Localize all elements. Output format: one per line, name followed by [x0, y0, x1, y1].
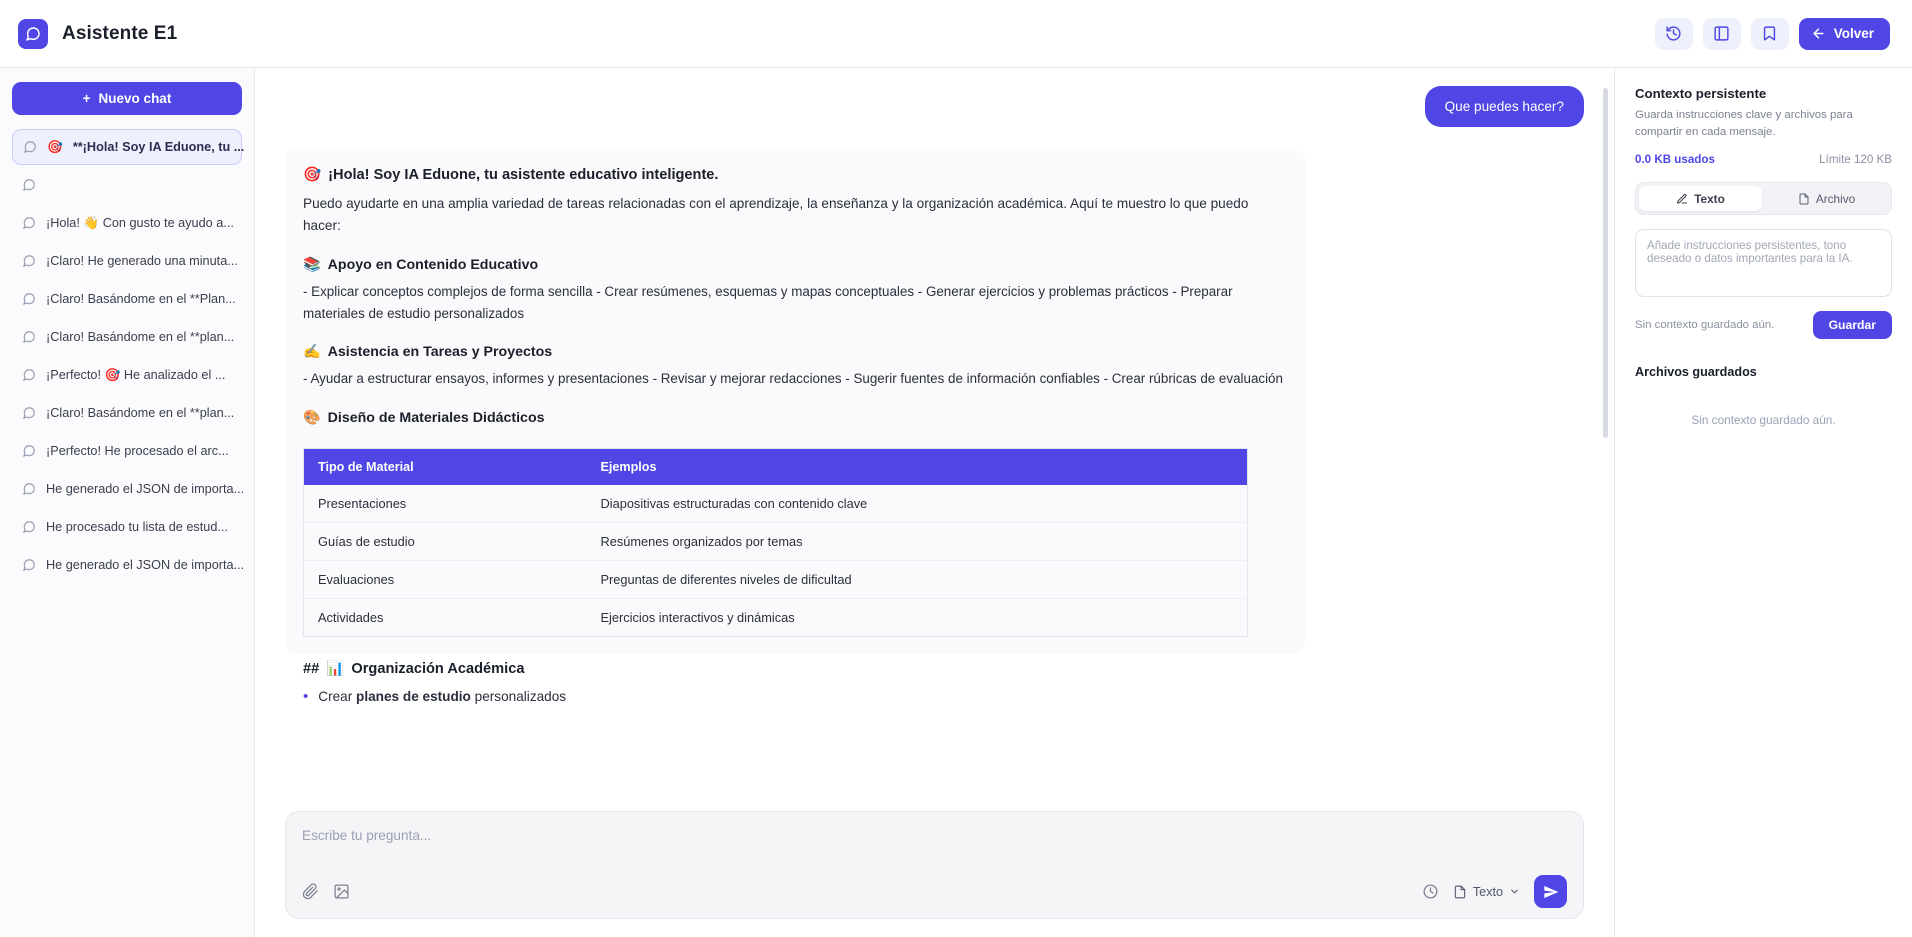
- paperclip-icon[interactable]: [302, 883, 319, 900]
- context-tabs: [1635, 182, 1892, 215]
- sidebar-item-chat-4[interactable]: [12, 281, 242, 317]
- writing-hand-emoji-icon: ✍️: [303, 344, 321, 361]
- tab-archivo-label: Archivo: [1815, 191, 1856, 206]
- table-row: [304, 561, 1248, 599]
- message-list: [255, 68, 1614, 799]
- sidebar-item-emoji: 🎯: [47, 139, 63, 154]
- assistant-intro: Puedo ayudarte en una amplia variedad de tareas relacionadas con el aprendizaje, la enseñanza y la organización académica. Aquí te muestro lo que puedo hacer:: [303, 196, 1249, 234]
- assistant-section-1-title: Apoyo en Contenido Educativo: [327, 257, 539, 274]
- markdown-hash-prefix: ##: [303, 661, 320, 678]
- target-emoji-icon: 🎯: [303, 167, 322, 183]
- save-button[interactable]: Guardar: [1813, 311, 1892, 339]
- format-selector[interactable]: [1453, 885, 1520, 899]
- sidebar-item-label: ¡Perfecto! He procesado el arc...: [46, 444, 229, 458]
- chat-bubble-icon: [22, 178, 36, 192]
- sidebar-item-label: He procesado tu lista de estud...: [46, 520, 228, 534]
- document-icon: [1453, 885, 1467, 899]
- user-message: Que puedes hacer?: [1425, 86, 1584, 127]
- format-selector-label: Texto: [1472, 884, 1503, 899]
- chat-history-list: [12, 129, 245, 583]
- sidebar-item-chat-5[interactable]: [12, 319, 242, 355]
- table-row: [304, 523, 1248, 561]
- panel-layout-icon[interactable]: [1703, 18, 1741, 50]
- context-usage-row: [1635, 153, 1892, 166]
- table-header-cell-ejemplos: Ejemplos: [587, 449, 1248, 486]
- context-panel-description: Guarda instrucciones clave y archivos para compartir en cada mensaje.: [1635, 109, 1853, 139]
- user-message-row: [285, 86, 1584, 127]
- chat-bubble-icon: [22, 292, 36, 306]
- chevron-down-icon: [1509, 886, 1520, 897]
- assistant-section-2-body: - Ayudar a estructurar ensayos, informes y presentaciones - Revisar y mejorar redacciones - Sugerir fuentes de información confiables - Crear rúbricas de evaluación: [303, 371, 1283, 387]
- chat-bubble-icon: [22, 558, 36, 572]
- chat-bubble-icon: [22, 444, 36, 458]
- chat-bubble-icon: [22, 216, 36, 230]
- body: [0, 68, 1912, 937]
- arrow-left-icon: [1811, 26, 1826, 41]
- sidebar-item-label: ¡Perfecto! 🎯 He analizado el ...: [46, 367, 226, 382]
- bar-chart-emoji-icon: 📊: [326, 661, 345, 678]
- table-cell-tipo: Guías de estudio: [304, 523, 587, 561]
- new-chat-button[interactable]: [12, 82, 242, 115]
- chat-bubble-icon: [22, 368, 36, 382]
- table-cell-ejemplo: Resúmenes organizados por temas: [587, 523, 1248, 561]
- materials-table-body: [304, 485, 1248, 637]
- messages-scrollbar[interactable]: [1603, 88, 1608, 438]
- table-row: [304, 485, 1248, 523]
- saved-files-empty-state: Sin contexto guardado aún.: [1691, 413, 1836, 428]
- tab-texto-label: Texto: [1694, 191, 1725, 206]
- message-input[interactable]: [302, 828, 1567, 843]
- assistant-title-text: ¡Hola! Soy IA Eduone, tu asistente educativo inteligente.: [328, 167, 719, 183]
- context-panel-title: Contexto persistente: [1635, 86, 1767, 101]
- tab-archivo[interactable]: [1765, 186, 1888, 211]
- chat-bubble-icon: [18, 19, 48, 49]
- assistant-section-4-heading: [303, 659, 1287, 677]
- bullet-1-bold: planes de estudio: [356, 689, 471, 705]
- new-chat-label: Nuevo chat: [98, 91, 172, 106]
- assistant-section-4-title: Organización Académica: [351, 661, 525, 678]
- sidebar-item-label: ¡Claro! Basándome en el **plan...: [46, 406, 235, 420]
- sidebar-item-label: **¡Hola! Soy IA Eduone, tu ...: [72, 140, 245, 154]
- sidebar-item-chat-2[interactable]: [12, 205, 242, 241]
- composer-left-tools: [302, 883, 350, 900]
- table-cell-ejemplo: Preguntas de diferentes niveles de dificultad: [587, 561, 1248, 599]
- materials-table: [303, 448, 1248, 637]
- chat-bubble-icon: [22, 254, 36, 268]
- back-button[interactable]: [1799, 18, 1890, 50]
- sidebar-item-label: He generado el JSON de importa...: [46, 558, 245, 572]
- chat-bubble-icon: [22, 330, 36, 344]
- image-icon[interactable]: [333, 883, 350, 900]
- assistant-bullet-1-text: [318, 689, 566, 704]
- topbar-actions: [1655, 18, 1890, 50]
- context-panel: [1614, 68, 1912, 937]
- brand: [18, 19, 177, 49]
- sidebar-item-chat-7[interactable]: [12, 395, 242, 431]
- assistant-message: [285, 149, 1305, 706]
- chat-column: [255, 68, 1614, 937]
- context-textarea[interactable]: [1635, 229, 1892, 297]
- context-used-label: 0.0 KB usados: [1635, 153, 1715, 167]
- context-save-row: [1635, 311, 1892, 339]
- assistant-bullet-1: [303, 689, 1287, 704]
- sidebar-item-chat-1[interactable]: [12, 167, 242, 203]
- chat-bubble-icon: [22, 482, 36, 496]
- sidebar-item-label: ¡Claro! Basándome en el **plan...: [46, 330, 235, 344]
- table-header-row: [304, 449, 1248, 486]
- top-bar: [0, 0, 1912, 68]
- assistant-section-1-body: - Explicar conceptos complejos de forma sencilla - Crear resúmenes, esquemas y mapas conceptuales - Generar ejercicios y problemas prácticos - Preparar materiales de estudio personalizados: [303, 284, 1233, 321]
- chat-bubble-icon: [22, 520, 36, 534]
- composer: [285, 811, 1584, 919]
- table-cell-ejemplo: Diapositivas estructuradas con contenido clave: [600, 496, 868, 512]
- composer-toolbar: [302, 875, 1567, 908]
- books-emoji-icon: 📚: [303, 257, 321, 274]
- table-cell-ejemplo: Ejercicios interactivos y dinámicas: [587, 599, 1248, 637]
- sidebar-item-label: ¡Claro! He generado una minuta...: [46, 254, 238, 268]
- table-cell-tipo: Presentaciones: [318, 496, 407, 512]
- assistant-section-3-title: Diseño de Materiales Didácticos: [327, 410, 545, 427]
- assistant-section-3-heading: [303, 410, 1287, 426]
- table-cell-tipo: Evaluaciones: [304, 561, 587, 599]
- bullet-1-post: personalizados: [470, 689, 567, 705]
- file-icon: [1798, 193, 1810, 205]
- table-row: [304, 599, 1248, 637]
- sidebar-item-chat-3[interactable]: [12, 243, 242, 279]
- context-save-note: Sin contexto guardado aún.: [1635, 319, 1775, 332]
- table-header-cell-tipo: Tipo de Material: [304, 449, 587, 486]
- pencil-icon: [1676, 193, 1688, 205]
- history-icon[interactable]: [1655, 18, 1693, 50]
- tab-texto[interactable]: [1639, 186, 1762, 211]
- composer-right-tools: [1422, 875, 1567, 908]
- page-title: Asistente E1: [62, 22, 178, 44]
- sidebar-item-chat-9[interactable]: [12, 471, 245, 507]
- assistant-section-2-heading: [303, 344, 1287, 360]
- sidebar-item-chat-10[interactable]: [12, 509, 242, 545]
- sidebar-item-label: ¡Claro! Basándome en el **Plan...: [46, 292, 236, 306]
- context-limit-label: Límite 120 KB: [1819, 153, 1892, 167]
- sidebar-item-chat-11[interactable]: [12, 547, 245, 583]
- composer-wrapper: [255, 799, 1614, 937]
- assistant-section-1-heading: [303, 257, 1287, 273]
- assistant-section-2-title: Asistencia en Tareas y Proyectos: [327, 344, 553, 361]
- bullet-dot-icon: •: [303, 688, 309, 706]
- sidebar-item-chat-0[interactable]: [12, 129, 245, 165]
- sidebar: [0, 68, 255, 937]
- sidebar-item-label: He generado el JSON de importa...: [46, 482, 245, 496]
- sidebar-item-chat-8[interactable]: [12, 433, 242, 469]
- table-cell-tipo: Actividades: [304, 599, 587, 637]
- assistant-title: [303, 165, 1287, 183]
- chat-bubble-icon: [22, 406, 36, 420]
- send-icon: [1543, 884, 1559, 900]
- palette-emoji-icon: 🎨: [303, 410, 321, 427]
- plus-icon: +: [82, 91, 91, 106]
- back-button-label: Volver: [1833, 26, 1874, 41]
- sidebar-item-chat-6[interactable]: [12, 357, 242, 393]
- materials-table-head: [304, 449, 1248, 486]
- sidebar-item-label: ¡Hola! 👋 Con gusto te ayudo a...: [46, 215, 234, 230]
- chat-bubble-icon: [23, 140, 37, 154]
- send-button[interactable]: [1534, 875, 1567, 908]
- clock-icon[interactable]: [1422, 883, 1439, 900]
- saved-files-title: Archivos guardados: [1635, 365, 1757, 380]
- bullet-1-pre: Crear: [318, 689, 357, 705]
- bookmark-icon[interactable]: [1751, 18, 1789, 50]
